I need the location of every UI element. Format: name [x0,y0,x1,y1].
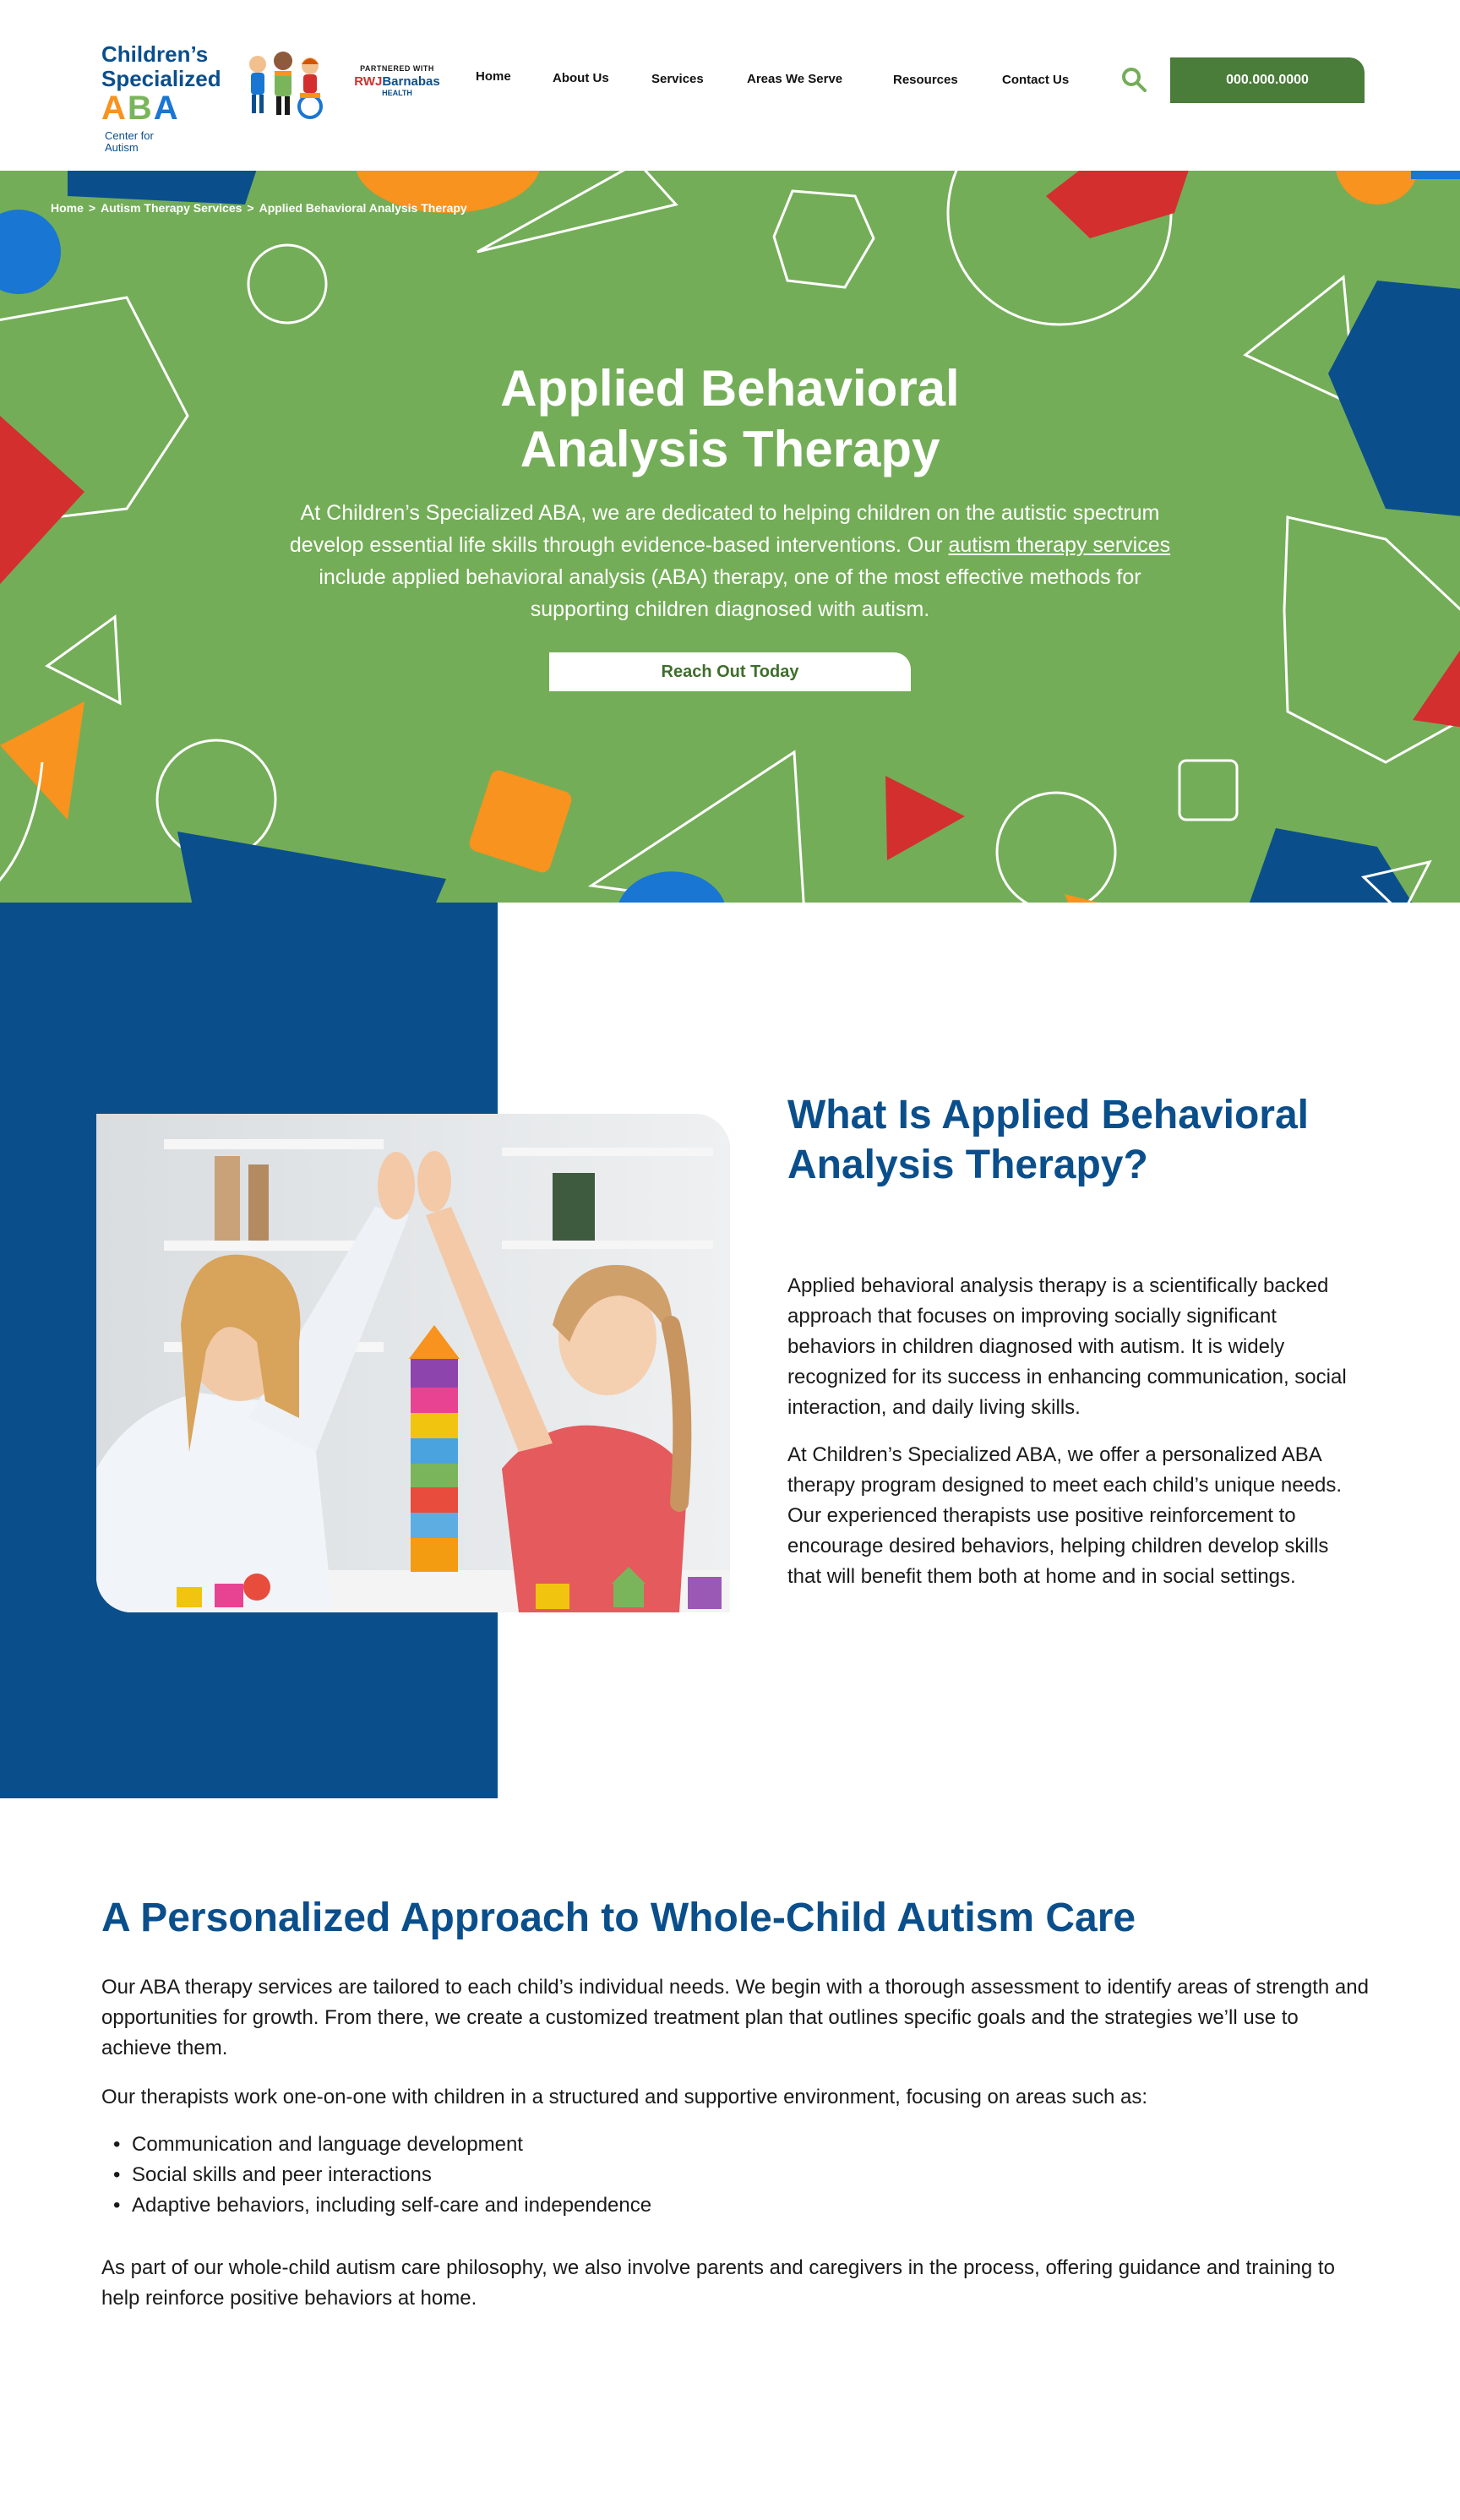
what-is-aba-paragraph-2: At Children’s Specialized ABA, we offer a personalized ABA therapy program designed to meet each child’s unique needs. Our experienced therapists use positive reinforcement to encourage desired behaviors, helping children develop skills that will benefit them both at home and in social settings. [787,1443,1342,1588]
logo-line2: Specialized [101,66,221,91]
personalized-paragraph-2: Our therapists work one-on-one with children in a structured and supportive environment, focusing on areas such as: [101,2086,1147,2108]
autism-therapy-services-link[interactable]: autism therapy services [948,533,1171,557]
logo-subtitle: Center for Autism [105,129,154,154]
breadcrumb-home[interactable]: Home [51,201,84,215]
nav-about-us[interactable]: About Us [553,71,609,85]
breadcrumb-separator: > [247,201,254,215]
list-item: • Adaptive behaviors, including self-care and independence [101,2190,1369,2221]
logo-aba: ABA [101,90,180,127]
therapist-child-high-five-image [96,1114,730,1612]
nav-services[interactable]: Services [651,72,704,86]
reach-out-button[interactable]: Reach Out Today [549,652,911,691]
focus-areas-list [101,2130,1369,2221]
breadcrumb [51,201,467,215]
personalized-paragraph-3: As part of our whole-child autism care philosophy, we also involve parents and caregivers in the process, offering guidance and training to help reinforce positive behaviors at home. [101,2256,1335,2310]
phone-button[interactable]: 000.000.0000 [1170,57,1365,103]
hero-section [0,171,1460,903]
logo-wordmark [101,42,237,154]
logo-line1: Children’s [101,41,209,67]
breadcrumb-current: Applied Behavioral Analysis Therapy [259,201,467,215]
list-item: • Communication and language development [101,2130,1369,2160]
what-is-aba-section [0,903,1460,1798]
partner-badge: PARTNERED WITH RWJBarnabas HEALTH [354,64,440,97]
nav-resources[interactable]: Resources [893,73,958,87]
kids-illustration-icon [241,46,334,122]
therapy-photo [96,1114,730,1612]
breadcrumb-autism-therapy-services[interactable]: Autism Therapy Services [101,201,242,215]
nav-areas-we-serve[interactable]: Areas We Serve [747,72,843,86]
page-title-line1: Applied Behavioral [500,360,960,417]
hero-intro: At Children’s Specialized ABA, we are dedicated to helping children on the autistic spectrum develop essential life skills through evidence-based interventions. Our autism therapy services include applied behavioral analysis (ABA) therapy, one of the most effective methods for supporting children diagnosed with autism. [289,501,1171,621]
what-is-aba-heading: What Is Applied Behavioral Analysis Therapy? [787,1093,1309,1187]
personalized-approach-heading: A Personalized Approach to Whole-Child Autism Care [101,1895,1136,1940]
nav-contact-us[interactable]: Contact Us [1002,73,1070,87]
site-header [0,0,1460,171]
site-logo[interactable] [101,41,456,154]
breadcrumb-separator: > [88,201,96,215]
personalized-paragraph-1: Our ABA therapy services are tailored to each child’s individual needs. We begin with a thorough assessment to identify areas of strength and opportunities for growth. From there, we create a customized treatment plan that outlines specific goals and the strategies we’ll use to achieve them. [101,1976,1369,2059]
search-icon[interactable] [1120,66,1147,93]
list-item: • Social skills and peer interactions [101,2160,1369,2190]
what-is-aba-paragraph-1: Applied behavioral analysis therapy is a scientifically backed approach that focuses on improving socially significant behaviors in children diagnosed with autism. It is widely recognized for its success in enhancing communication, social interaction, and daily living skills. [787,1274,1347,1419]
nav-home[interactable]: Home [476,69,511,84]
page-title-line2: Analysis Therapy [520,421,940,477]
page-title [392,358,1068,480]
